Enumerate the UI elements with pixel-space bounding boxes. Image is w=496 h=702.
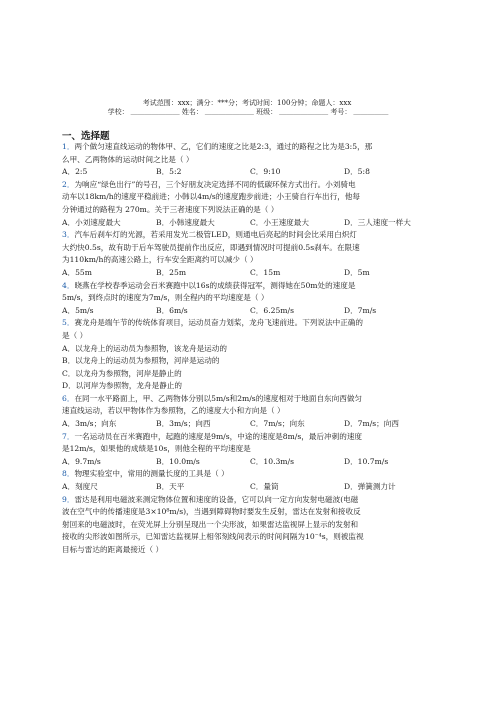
option-a: A．刻度尺 <box>62 482 98 492</box>
question-4 <box>62 280 438 293</box>
option-a: A．5m/s <box>62 305 94 315</box>
question-text: 赛龙舟是端午节的传统体育项目，运动员奋力划桨，龙舟飞速前进。下列说法中正确的 <box>74 318 363 328</box>
question-number: 4． <box>62 280 75 290</box>
student-info-line: 学校： ＿＿＿＿＿＿＿ 姓名： ＿＿＿＿＿＿＿ 班级： ＿＿＿＿＿＿＿ 考号： ＿＿＿＿＿ <box>107 108 389 116</box>
option-c: C．9:10 <box>250 167 281 177</box>
question-number: 2． <box>62 179 75 189</box>
option-a: A．9.7m/s <box>62 456 101 466</box>
question-number: 3． <box>62 230 75 240</box>
option-c: C．小王速度最大 <box>250 217 309 227</box>
question-text: 两个做匀速直线运动的物体甲、乙，它们的速度之比是2:3，通过的路程之比为是3:5，那 <box>74 142 373 151</box>
section-title: 一、选择题 <box>62 131 110 142</box>
school-label: 学校： <box>107 108 129 116</box>
option-d: D．5m <box>344 267 370 277</box>
question-number: 1． <box>62 142 75 151</box>
option-b: B．6m/s <box>156 305 188 315</box>
option-a: A．2:5 <box>62 167 88 177</box>
option-d: D．三人速度一样大 <box>344 217 411 227</box>
options-row <box>62 456 438 469</box>
option-d: D．弹簧测力计 <box>344 482 396 492</box>
exam-info-line <box>0 99 496 108</box>
option-d: D．10.7m/s <box>344 456 389 466</box>
question-8 <box>62 468 438 481</box>
options-row <box>62 217 438 230</box>
option-c: C．10.3m/s <box>250 456 294 466</box>
option-d: D．7m/s <box>344 305 377 315</box>
question-text: 为110km/h的高速公路上，行车安全距离约可以减少（ ） <box>62 255 258 265</box>
question-text: 分钟通过的路程为 270m。关于三者速度下列说法正确的是（ ） <box>62 204 279 214</box>
name-label: 姓名： <box>181 108 203 116</box>
question-number: 5． <box>62 318 75 328</box>
question-number: 7． <box>62 431 75 441</box>
option-c: C．以龙舟为参照物，河岸是静止的 <box>62 368 182 378</box>
option-a: A．3m/s；向东 <box>62 419 117 429</box>
question-number: 9． <box>62 494 75 504</box>
options-row <box>62 166 438 179</box>
question-text: 一名运动员在百米赛跑中，起跑的速度是9m/s，中途的速度是8m/s，最后冲刺的速度 <box>74 431 363 441</box>
question-text: 射回来的电磁波时，在荧光屏上分别呈现出一个尖形波，如果雷达监视屏上显示的发射和 <box>62 519 359 529</box>
question-text: 是12m/s，如果他的成绩是10s，则他全程的平均速度是 <box>62 444 251 454</box>
option-b: B．3m/s；向西 <box>156 419 211 429</box>
option-d: D．以河岸为参照物，龙舟是静止的 <box>62 381 182 391</box>
question-1 <box>62 141 438 154</box>
option-b: B．以龙舟上的运动员为参照物，河岸是运动的 <box>62 356 220 366</box>
question-3 <box>62 229 438 242</box>
question-text: 5m/s，到终点时的速度为7m/s，则全程内的平均速度是（ ） <box>62 293 269 303</box>
question-9 <box>62 494 438 507</box>
question-text: 为响应“绿色出行”的号召，三个好朋友决定选择不同的低碳环保方式出行。小刘骑电 <box>74 179 356 189</box>
question-text: 雷达是利用电磁波来测定物体位置和速度的设备，它可以向一定方向发射电磁波(电磁 <box>74 494 359 504</box>
question-2 <box>62 179 438 192</box>
options-row <box>62 481 438 494</box>
option-b: B．5:2 <box>156 167 182 177</box>
question-text: 是（ ） <box>62 330 88 340</box>
exam-info-text: 考试范围：xxx；满分：***分；考试时间：100分钟；命题人：xxx <box>142 99 352 107</box>
question-text: 接收的尖形波如图所示，已知雷达监视屏上相邻刻线间表示的时间间隔为10⁻⁴s，则被监视 <box>62 532 364 542</box>
question-text: 波在空气中的传播速度是3×10⁸m/s)，当遇到障碍物时要发生反射，雷达在发射和接收反 <box>62 507 361 517</box>
option-b: B．10.0m/s <box>156 456 200 466</box>
option-a: A．55m <box>62 267 92 277</box>
question-text: 在同一水平路面上，甲、乙两物体分别以5m/s和2m/s的速度相对于地面自东向西做匀 <box>74 393 363 403</box>
question-number: 8． <box>62 469 75 479</box>
options-row <box>62 418 438 431</box>
question-text: 目标与雷达的距离最接近（ ） <box>62 545 164 554</box>
questions-container <box>62 141 438 557</box>
question-6 <box>62 393 438 406</box>
option-b: B．天平 <box>156 482 185 492</box>
question-text: 晓燕在学校春季运动会百米赛跑中以16s的成绩获得冠军，测得她在50m处的速度是 <box>74 280 356 290</box>
option-a: A．小刘速度最大 <box>62 217 121 227</box>
question-number: 6． <box>62 393 75 403</box>
question-text: 物理实验室中，常用的测量长度的工具是（ ） <box>74 469 229 479</box>
question-text: 大约快0.5s，故有助于后车驾驶员提前作出反应，即遇到情况时可提前0.5s刹车。在限速 <box>62 242 360 252</box>
option-c: C．6.25m/s <box>250 305 294 315</box>
question-text: 么甲、乙两物体的运动时间之比是（ ） <box>62 154 194 164</box>
number-label: 考号： <box>330 108 352 116</box>
question-text: 速直线运动，若以甲物体作为参照物，乙的速度大小和方向是（ ） <box>62 406 285 416</box>
options-row <box>62 305 438 318</box>
options-row <box>62 267 438 280</box>
question-text: 汽车后刹车灯的光源，若采用发光二极管LED，则通电后亮起的时间会比采用白炽灯 <box>74 230 357 240</box>
question-text: 动车以18km/h的速度平稳前进；小韩以4m/s的速度跑步前进；小王骑自行车出行，他每 <box>62 192 360 202</box>
option-d: D．7m/s；向西 <box>344 419 399 429</box>
option-c: C．7m/s；向东 <box>250 419 305 429</box>
option-d: D．5:8 <box>344 167 370 177</box>
option-b: B．小韩速度最大 <box>156 217 215 227</box>
option-c: C．15m <box>250 267 281 277</box>
option-b: B．25m <box>156 267 187 277</box>
class-label: 班级： <box>256 108 278 116</box>
question-5 <box>62 317 438 330</box>
option-c: C．量筒 <box>250 482 279 492</box>
question-7 <box>62 431 438 444</box>
option-a: A．以龙舟上的运动员为参照物，该龙舟是运动的 <box>62 343 227 353</box>
